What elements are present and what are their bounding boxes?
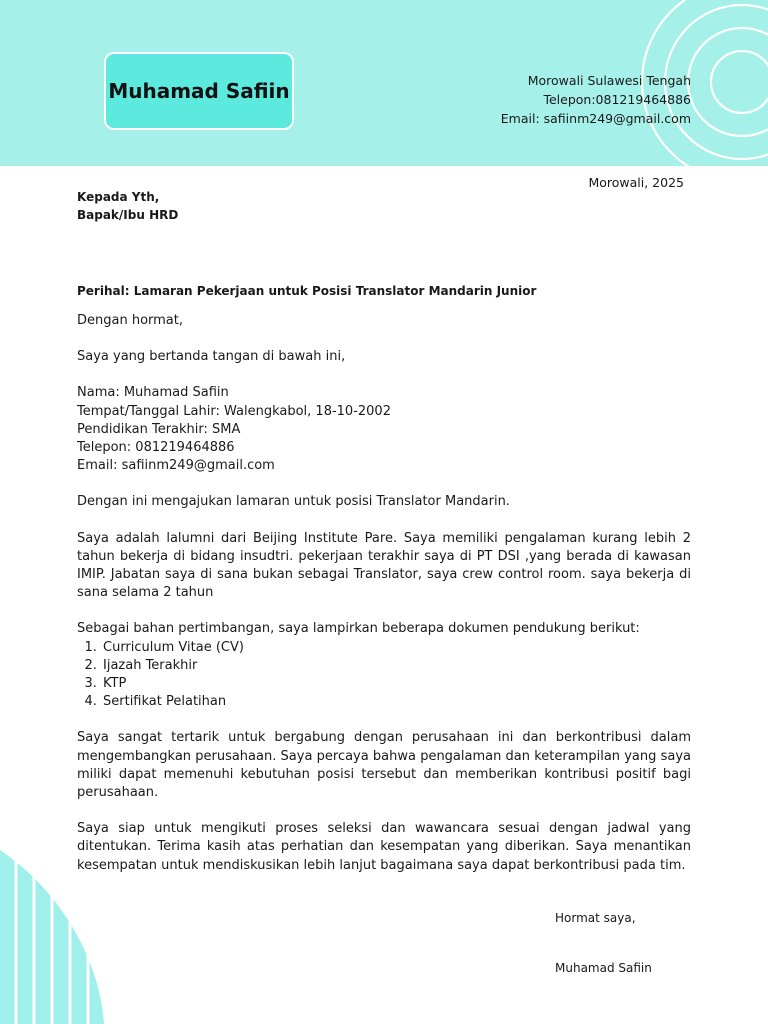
identity-birth: Tempat/Tanggal Lahir: Walengkabol, 18-10-2002	[77, 403, 391, 419]
attachments-list	[77, 639, 691, 712]
header-name: Muhamad Safiin	[108, 79, 290, 103]
recipient-line-1: Kepada Yth,	[77, 190, 160, 204]
name-box	[104, 52, 294, 130]
letter-subject: Perihal: Lamaran Pekerjaan untuk Posisi Translator Mandarin Junior	[77, 284, 537, 298]
letter-body	[77, 312, 691, 875]
recipient-line-2: Bapak/Ibu HRD	[77, 207, 179, 222]
letter-date: Morowali, 2025	[588, 175, 684, 190]
contact-email: Email: safiinm249@gmail.com	[500, 111, 691, 126]
list-item: 1. Curriculum Vitae (CV)	[101, 639, 691, 657]
header-band	[0, 0, 768, 166]
identity-email: Email: safiinm249@gmail.com	[77, 458, 275, 474]
sign-off: Hormat saya,	[555, 911, 636, 925]
recipient-block	[77, 189, 178, 224]
interest-paragraph: Saya sangat tertarik untuk bergabung dengan perusahaan ini dan berkontribusi dalam mengembangkan perusahaan. Saya percaya bahwa pengalaman dan keterampilan yang saya miliki dapat memenuhi kebutuhan posisi tersebut dan memberikan kontribusi positif bagi perusahaan.	[77, 730, 691, 801]
intro: Saya yang bertanda tangan di bawah ini,	[77, 349, 346, 365]
corner-arc-decoration	[0, 850, 110, 1024]
list-item: 4. Sertifikat Pelatihan	[101, 693, 691, 711]
signature-name: Muhamad Safiin	[555, 961, 652, 975]
contact-address: Morowali Sulawesi Tengah	[527, 73, 691, 88]
list-item: 3. KTP	[101, 675, 691, 693]
identity-name: Nama: Muhamad Safiin	[77, 385, 229, 401]
purpose: Dengan ini mengajukan lamaran untuk posisi Translator Mandarin.	[77, 494, 510, 510]
contact-phone: Telepon:081219464886	[543, 92, 691, 107]
closing-paragraph: Saya siap untuk mengikuti proses seleksi dan wawancara sesuai dengan jadwal yang ditentukan. Terima kasih atas perhatian dan kesempatan yang diberikan. Saya menantikan kesempatan untuk mendiskusikan lebih lanjut bagaimana saya dapat berkontribusi pada tim.	[77, 821, 691, 873]
identity-education: Pendidikan Terakhir: SMA	[77, 421, 241, 437]
list-item: 2. Ijazah Terakhir	[101, 657, 691, 675]
attachments-intro: Sebagai bahan pertimbangan, saya lampirkan beberapa dokumen pendukung berikut:	[77, 621, 640, 637]
contact-block	[501, 71, 691, 128]
greeting: Dengan hormat,	[77, 313, 184, 328]
experience-paragraph: Saya adalah lalumni dari Beijing Institute Pare. Saya memiliki pengalaman kurang lebih 2 tahun bekerja di bidang insudtri. pekerjaan terakhir saya di PT DSI ,yang berada di kawasan IMIP. Jabatan saya di sana bukan sebagai Translator, saya crew control room. saya bekerja di sana selama 2 tahun	[77, 530, 691, 601]
identity-phone: Telepon: 081219464886	[77, 440, 235, 456]
